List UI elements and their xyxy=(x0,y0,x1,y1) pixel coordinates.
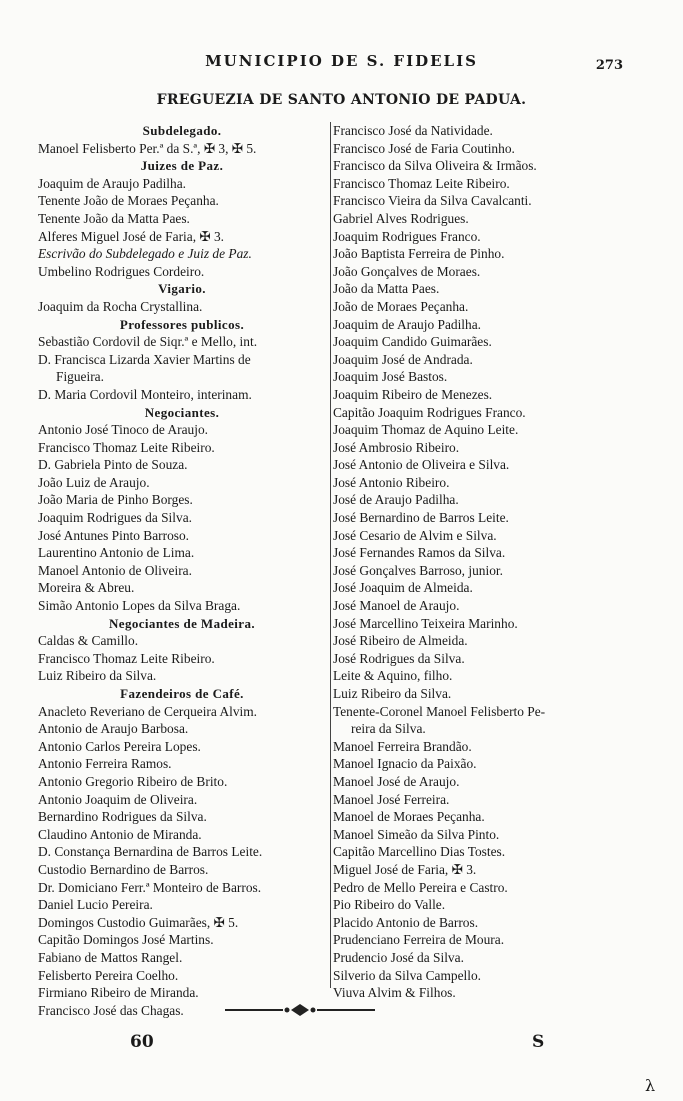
list-item: Manoel Ferreira Brandão. xyxy=(333,738,472,754)
list-item: Capitão Domingos José Martins. xyxy=(38,932,214,948)
list-item: José Antonio Ribeiro. xyxy=(333,474,450,490)
list-item: José Gonçalves Barroso, junior. xyxy=(333,562,503,578)
list-item: José Manoel de Araujo. xyxy=(333,598,460,614)
list-item: José Antonio de Oliveira e Silva. xyxy=(333,457,510,473)
ornamental-rule xyxy=(225,1003,375,1017)
list-item: Francisco José de Faria Coutinho. xyxy=(333,140,515,156)
list-item: Gabriel Alves Rodrigues. xyxy=(333,210,469,226)
list-item: José Fernandes Ramos da Silva. xyxy=(333,545,506,561)
list-item: Manoel José de Araujo. xyxy=(333,773,460,789)
list-item: Anacleto Reveriano de Cerqueira Alvim. xyxy=(38,703,258,719)
list-item: D. Gabriela Pinto de Souza. xyxy=(38,457,188,473)
list-item: Francisco Thomaz Leite Ribeiro. xyxy=(38,439,215,455)
list-item: Placido Antonio de Barros. xyxy=(333,914,479,930)
list-item: Caldas & Camillo. xyxy=(38,633,139,649)
list-item: Francisco da Silva Oliveira & Irmãos. xyxy=(333,158,537,174)
list-item: Pio Ribeiro do Valle. xyxy=(333,897,446,913)
list-item: Prudenciano Ferreira de Moura. xyxy=(333,932,505,948)
page-number: 273 xyxy=(595,58,623,73)
section-heading: Vigario. xyxy=(158,281,206,297)
section-heading: Fazendeiros de Café. xyxy=(120,686,244,701)
list-item: Alferes Miguel José de Faria, ✠ 3. xyxy=(38,228,224,244)
list-item: Leite & Aquino, filho. xyxy=(333,668,453,684)
list-item: Joaquim de Araujo Padilha. xyxy=(38,175,187,191)
list-item: Firmiano Ribeiro de Miranda. xyxy=(38,985,199,1001)
list-item: Manoel José Ferreira. xyxy=(333,791,450,807)
list-item: José Marcellino Teixeira Marinho. xyxy=(333,615,518,631)
list-item: Domingos Custodio Guimarães, ✠ 5. xyxy=(38,914,239,930)
parish-title: FREGUEZIA DE SANTO ANTONIO DE PADUA. xyxy=(156,92,527,108)
list-item: D. Maria Cordovil Monteiro, interinam. xyxy=(38,386,252,402)
list-item: Antonio Gregorio Ribeiro de Brito. xyxy=(38,773,228,789)
list-item: Francisco Thomaz Leite Ribeiro. xyxy=(333,175,510,191)
list-item: Tenente João de Moraes Peçanha. xyxy=(38,193,219,209)
list-item: Pedro de Mello Pereira e Castro. xyxy=(333,879,508,895)
list-item: Joaquim Ribeiro de Menezes. xyxy=(333,386,493,402)
section-heading: Juizes de Paz. xyxy=(140,158,224,174)
list-item: Dr. Domiciano Ferr.ª Monteiro de Barros. xyxy=(38,879,262,895)
list-item: Capitão Joaquim Rodrigues Franco. xyxy=(333,404,526,420)
list-item: Fabiano de Mattos Rangel. xyxy=(38,949,183,965)
list-item: D. Constança Bernardina de Barros Leite. xyxy=(38,844,263,860)
list-item: Antonio Ferreira Ramos. xyxy=(38,756,172,772)
list-item: Antonio de Araujo Barbosa. xyxy=(38,721,189,737)
list-item: Manoel Felisberto Per.ª da S.ª, ✠ 3, ✠ 5. xyxy=(38,140,257,156)
list-item: Joaquim José de Andrada. xyxy=(333,351,473,367)
list-item: José Joaquim de Almeida. xyxy=(333,580,473,596)
list-item: Daniel Lucio Pereira. xyxy=(38,897,153,913)
list-item: Joaquim Rodrigues da Silva. xyxy=(38,510,192,526)
list-item: Francisco Thomaz Leite Ribeiro. xyxy=(38,650,215,666)
list-item: José Ribeiro de Almeida. xyxy=(333,633,468,649)
list-item: José Antunes Pinto Barroso. xyxy=(38,527,190,543)
list-item: Simão Antonio Lopes da Silva Braga. xyxy=(38,598,241,614)
list-item: D. Francisca Lizarda Xavier Martins de xyxy=(38,351,251,367)
list-item: José Cesario de Alvim e Silva. xyxy=(333,527,497,543)
list-item: Joaquim Rodrigues Franco. xyxy=(333,228,481,244)
list-item: Francisco José da Natividade. xyxy=(333,123,493,138)
list-item: Silverio da Silva Campello. xyxy=(333,967,482,983)
list-item: Felisberto Pereira Coelho. xyxy=(38,967,179,983)
list-item: Prudencio José da Silva. xyxy=(333,949,464,965)
list-item: Joaquim de Araujo Padilha. xyxy=(333,316,482,332)
list-item: Capitão Marcellino Dias Tostes. xyxy=(333,844,506,860)
list-item: Sebastião Cordovil de Siqr.ª e Mello, int. xyxy=(38,334,258,350)
list-item: João da Matta Paes. xyxy=(333,281,440,297)
section-heading: Negociantes de Madeira. xyxy=(108,615,256,631)
section-heading: Negociantes. xyxy=(144,404,220,420)
list-item: José Ambrosio Ribeiro. xyxy=(333,439,460,455)
list-item: Manoel Simeão da Silva Pinto. xyxy=(333,826,500,842)
list-item: Joaquim Candido Guimarães. xyxy=(333,334,492,350)
list-item: Luiz Ribeiro da Silva. xyxy=(333,686,452,701)
list-item: José Bernardino de Barros Leite. xyxy=(333,510,509,526)
list-item-continuation: Figueira. xyxy=(56,369,104,385)
list-item: Manoel Ignacio da Paixão. xyxy=(333,756,477,772)
section-subheading: Escrivão do Subdelegado e Juiz de Paz. xyxy=(38,246,252,262)
list-item: José de Araujo Padilha. xyxy=(333,492,459,508)
list-item: Bernardino Rodrigues da Silva. xyxy=(38,809,207,825)
list-item: Luiz Ribeiro da Silva. xyxy=(38,668,157,684)
list-item: João Luiz de Araujo. xyxy=(38,474,150,490)
list-item: Custodio Bernardino de Barros. xyxy=(38,861,209,877)
list-item: Umbelino Rodrigues Cordeiro. xyxy=(38,263,205,279)
section-heading: Subdelegado. xyxy=(142,123,222,138)
list-item: Joaquim Thomaz de Aquino Leite. xyxy=(333,422,519,438)
right-column xyxy=(330,122,655,1001)
signature-letter: S xyxy=(532,1032,545,1052)
list-item: João Baptista Ferreira de Pinho. xyxy=(333,246,505,262)
list-item: Moreira & Abreu. xyxy=(38,580,135,596)
list-item: Antonio Carlos Pereira Lopes. xyxy=(38,738,201,754)
list-item: Francisco Vieira da Silva Cavalcanti. xyxy=(333,193,532,209)
list-item: João de Moraes Peçanha. xyxy=(333,298,469,314)
list-item: Manoel Antonio de Oliveira. xyxy=(38,562,192,578)
list-item: Miguel José de Faria, ✠ 3. xyxy=(333,861,477,877)
list-item: Antonio José Tinoco de Araujo. xyxy=(38,422,208,438)
list-item: Laurentino Antonio de Lima. xyxy=(38,545,195,561)
list-item: José Rodrigues da Silva. xyxy=(333,650,465,666)
list-item-continuation: reira da Silva. xyxy=(351,721,426,737)
list-item: Claudino Antonio de Miranda. xyxy=(38,826,202,842)
signature-number: 60 xyxy=(130,1032,154,1052)
list-item: Joaquim da Rocha Crystallina. xyxy=(38,298,203,314)
list-item: Francisco José das Chagas. xyxy=(38,1002,184,1018)
list-item: Viuva Alvim & Filhos. xyxy=(333,985,456,1001)
running-title: MUNICIPIO DE S. FIDELIS xyxy=(205,52,478,70)
list-item: Tenente João da Matta Paes. xyxy=(38,210,190,226)
list-item: João Gonçalves de Moraes. xyxy=(333,263,481,279)
section-heading: Professores publicos. xyxy=(119,316,245,332)
list-item: Manoel de Moraes Peçanha. xyxy=(333,809,485,825)
list-item: Antonio Joaquim de Oliveira. xyxy=(38,791,198,807)
list-item: Tenente-Coronel Manoel Felisberto Pe- xyxy=(333,703,546,719)
list-item: João Maria de Pinho Borges. xyxy=(38,492,193,508)
left-column xyxy=(38,122,326,1019)
stray-mark: λ xyxy=(645,1076,656,1095)
list-item: Joaquim José Bastos. xyxy=(333,369,448,385)
